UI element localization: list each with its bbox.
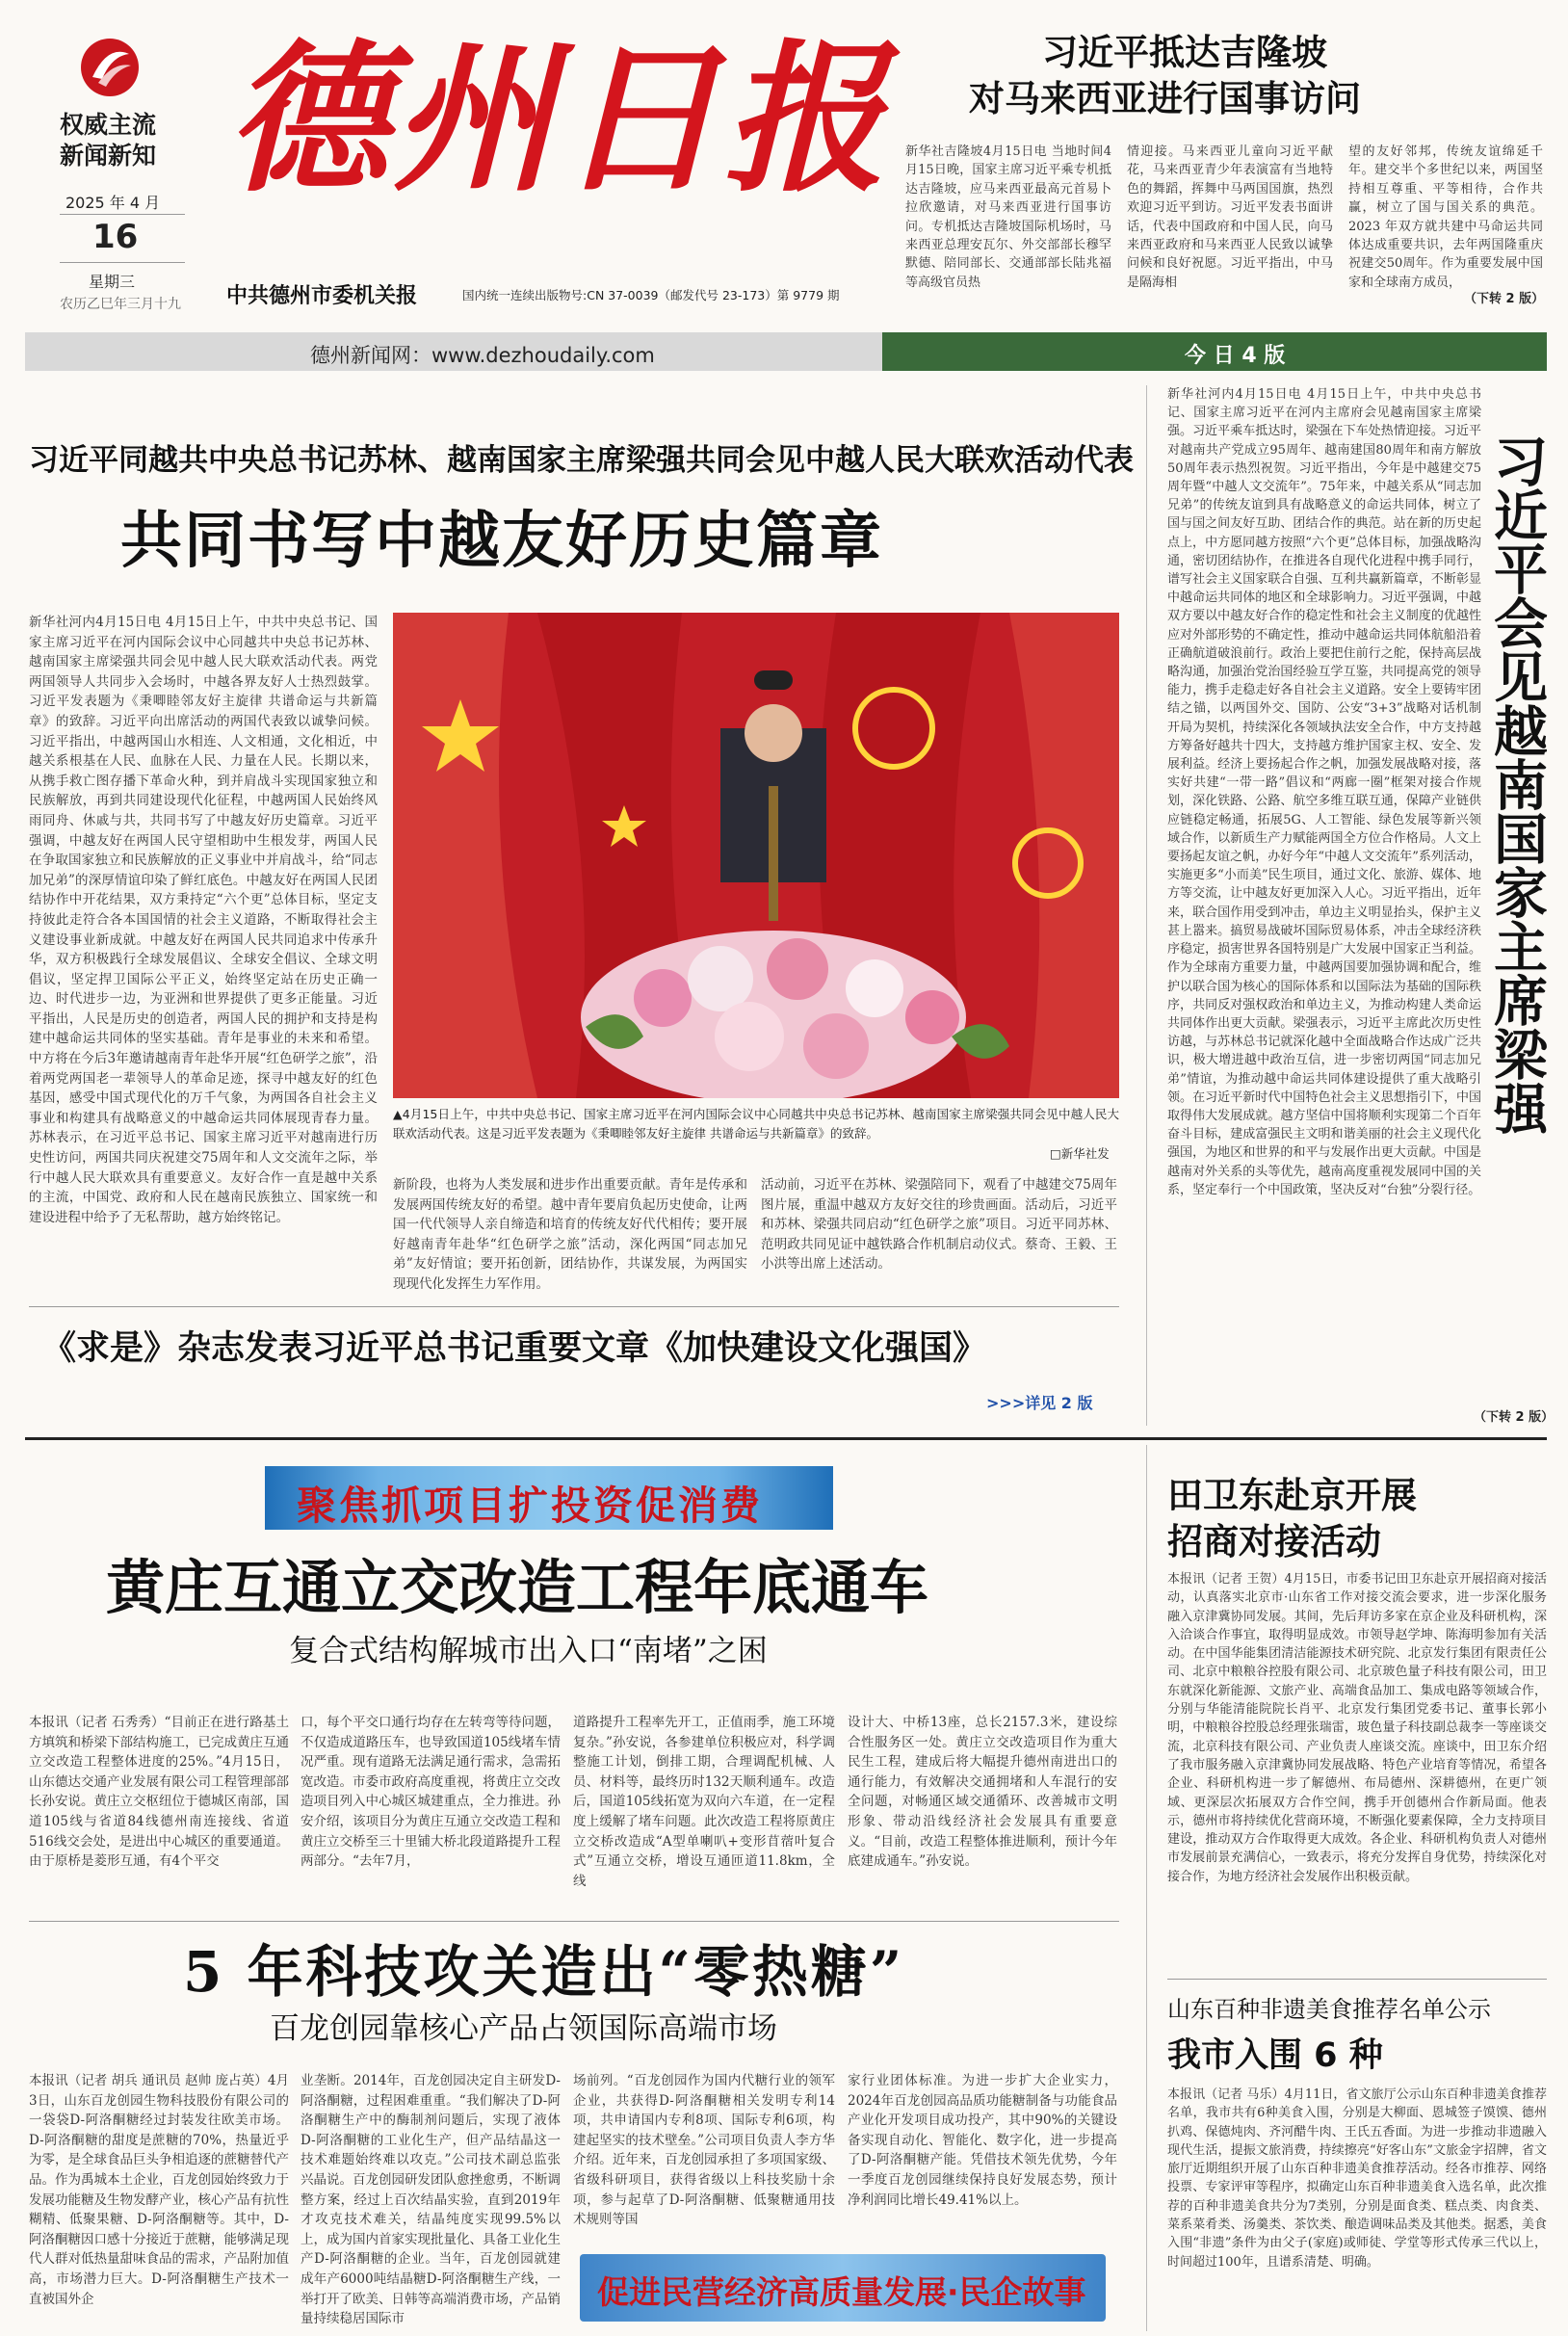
tech-headline: 5 年科技攻关造出“零热糖” xyxy=(183,1939,905,2005)
masthead xyxy=(0,0,1568,368)
qiushi-headline: 《求是》杂志发表习近平总书记重要文章《加快建设文化强国》 xyxy=(42,1328,987,1368)
tian-headline-2: 招商对接活动 xyxy=(1167,1521,1381,1562)
top-story-col-3: 望的友好邻邦，传统友谊绵延千年。建交半个多世纪以来，两国坚持相互尊重、平等相待，合作共赢，树立了国与国关系的典范。2023 年双方就共建中马命运共同体达成重要共识，去年两国隆重庆祝建交50周年。作为重要发展中国家和全球南方成员， xyxy=(1348,144,1543,289)
right-story-body: 新华社河内4月15日电 4月15日上午，中共中央总书记、国家主席习近平在河内主席府会见越南国家主席梁强。习近平乘车抵达时，梁强在下车处热情迎接。习近平对越南共产党成立95周年、越南建国80周年和南方解放50周年表示热烈祝贺。习近平指出，今年是中越建交75周年暨“中越人文交流年”。75年来，中越关系从“同志加兄弟”的传统友谊到具有战略意义的命运共同体，树立了国与国之间友好互助、团结合作的典范。站在新的历史起点上，中方愿同越方按照“六个更”总体目标，加强战略沟通，密切团结协作，在推进各自现代化进程中携手同行，谱写社会主义国家联合自强、互利共赢新篇章，不断彰显中越命运共同体的地区和全球影响力。习近平强调，中越双方要以中越友好合作的稳定性和社会主义制度的优越性应对外部形势的不确定性，推动中越命运共同体航船沿着正确航道破浪前行。政治上要把住前行之舵，保持高层战略沟通，加强治党治国经验互学互鉴，共同提高党的领导能力，携手走稳走好各自社会主义道路。安全上要铸牢团结之锚，以两国外交、国防、公安“3+3”战略对话机制开局为契机，持续深化各领域执法安全合作，中方支持越方筹备好越共十四大，支持越方维护国家主权、安全、发展利益。经济上要扬起合作之帆，加强发展战略对接，落实好共建“一带一路”倡议和“两廊一圈”框架对接合作规划，深化铁路、公路、航空多维互联互通，保障产业链供应链稳定畅通，拓展5G、人工智能、绿色发展等新兴领域合作，以新质生产力赋能两国全方位合作格局。人文上要扬起友谊之帆，办好今年“中越人文交流年”系列活动，实施更多“小而美”民生项目，通过文化、旅游、媒体、地方等交流，让中越友好更加深入人心。习近平指出，近年来，联合国作用受到冲击，单边主义明显抬头，保护主义甚上嚣来。搞贸易战破坏国际贸易体系，冲击全球经济秩序稳定，损害世界各国特别是广大发展中国家正当利益。作为全球南方重要力量，中越两国要加强协调和配合，维护以联合国为核心的国际体系和以国际法为基础的国际秩序，共同反对强权政治和单边主义，为推动构建人类命运共同体作出更大贡献。梁强表示，习近平主席此次历史性访越，与苏林总书记就深化越中全面战略合作达成广泛共识，极大增进越中政治互信，进一步密切两国“同志加兄弟”情谊，为推动越中命运共同体建设提供了重大战略引领。在习近平新时代中国特色社会主义思想指引下，中国取得伟大发展成就。越方坚信中国将顺利实现第二个百年奋斗目标，建成富强民主文明和谐美丽的社会主义现代化强国，为地区和世界的和平与发展作出更大贡献。中国是越南对外关系的头等优先，越南高度重视发展同中国的关系，坚定奉行一个中国政策，坚决反对“台独”分裂行径。 xyxy=(1167,387,1481,1197)
tech-col-1: 本报讯（记者 胡兵 通讯员 赵帅 庞占英）4月3日，山东百龙创园生物科技股份有限公司的一袋袋D-阿洛酮糖经过封装发往欧美市场。D-阿洛酮糖的甜度是蔗糖的70%，热量近乎为零，是全球食品巨头争相追逐的蔗糖替代产品。作为禹城本土企业，百龙创园始终致力于发展功能糖及生物发酵产业，核心产品有抗性糊精、低聚果糖、D-阿洛酮糖等。其中，D-阿洛酮糖因口感十分接近于蔗糖，能够满足现代人群对低热量甜味食品的需求，产品附加值高，市场潜力巨大。D-阿洛酮糖生产技术一直被国外企 xyxy=(29,2073,289,2307)
lead-headline: 共同书写中越友好历史篇章 xyxy=(120,506,883,577)
food-kicker: 山东百种非遗美食推荐名单公示 xyxy=(1167,1996,1491,2023)
right-story-title: 习近平会见越南国家主席梁强 xyxy=(1485,433,1548,1135)
food-headline: 我市入围 6 种 xyxy=(1167,2036,1383,2075)
lead-kicker: 习近平同越共中央总书记苏林、越南国家主席梁强共同会见中越人民大联欢活动代表 xyxy=(29,443,1134,478)
top-story-more: （下转 2 版） xyxy=(1464,292,1545,306)
top-story-col-1: 新华社吉隆坡4月15日电 当地时间4月15日晚，国家主席习近平乘专机抵达吉隆坡，应马来西亚最高元首易卜拉欣邀请，对马来西亚进行国事访问。专机抵达吉隆坡国际机场时，马来西亚总理安瓦尔、外交部部长穆罕默德、陪同部长、交通部部长陆兆福等高级官员热 xyxy=(905,144,1111,290)
tech-col-4: 家行业团体标准。为进一步扩大企业实力，2024年百龙创园高品质功能糖制备与功能食品产业化开发项目成功投产，其中90%的关键设备实现自动化、智能化、数字化，进一步提高了D-阿洛酮糖产能。凭借技术领先优势，今年一季度百龙创园继续保持良好发展态势，预计净利润同比增长49.41%以上。 xyxy=(848,2073,1117,2208)
private-economy-banner-text: 促进民营经济高质量发展·民企故事 xyxy=(597,2273,1086,2311)
tech-subheadline: 百龙创园靠核心产品占领国际高端市场 xyxy=(270,2011,777,2046)
lead-col-2: 新阶段，也将为人类发展和进步作出重要贡献。青年是传承和发展两国传统友好的希望。越中青年要肩负起历史使命，让两国一代代领导人亲自缔造和培育的传统友好代代相传；要开展好越南青年赴华“红色研学之旅”活动，深化两国“同志加兄弟”友好情谊；要开拓创新，团结协作，共谋发展，为两国实现现代化发挥生力军作用。 xyxy=(393,1177,747,1291)
slogan-line-1: 权威主流 xyxy=(60,111,157,139)
traffic-col-3: 道路提升工程率先开工，正值雨季，施工环境复杂。”孙安说，各参建单位积极应对，科学调整施工计划，倒排工期，合理调配机械、人员、材料等，最终历时132天顺利通车。改造后，国道105线拓宽为双向六车道，在一定程度上缓解了堵车问题。此次改造工程将原黄庄立交桥改造成“A型单喇叭+变形苜蓿叶复合式”互通立交桥，增设互通匝道11.8km，全线 xyxy=(573,1715,835,1889)
website-link[interactable]: 德州新闻网：www.dezhoudaily.com xyxy=(310,344,655,367)
tech-col-3: 场前列。“百龙创园作为国内代糖行业的领军企业，共获得D-阿洛酮糖相关发明专利14项，共申请国内专利8项、国际专利6项，构建起坚实的技术壁垒。”公司项目负责人李方华介绍。近年来，百龙创园承担了多项国家级、省级科研项目，获得省级以上科技奖励十余项，参与起草了D-阿洛酮糖、低聚糖通用技术规则等国 xyxy=(573,2073,835,2228)
pages-count: 今 日 4 版 xyxy=(1185,344,1286,368)
issue-info: 国内统一连续出版物号:CN 37-0039（邮发代号 23-173）第 9779 期 xyxy=(462,288,840,302)
traffic-col-4: 设计大、中桥13座，总长2157.3米，建设综合性服务区一处。黄庄立交改造项目作为重大民生工程，建成后将大幅提升德州南进出口的通行能力，有效解决交通拥堵和人车混行的安全问题，对畅通区域交通循环、改善城市文明形象、带动沿线经济社会发展具有重要意义。“目前，改造工程整体推进顺利，预计今年底建成通车。”孙安说。 xyxy=(848,1715,1117,1870)
top-story-title-1: 习近平抵达吉隆坡 xyxy=(1042,32,1327,73)
traffic-headline: 黄庄互通立交改造工程年底通车 xyxy=(106,1554,929,1622)
right-story-more: （下转 2 版） xyxy=(1474,1410,1555,1425)
lead-photo xyxy=(393,613,1119,1098)
photo-caption: ▲4月15日上午，中共中央总书记、国家主席习近平在河内国际会议中心同越共中央总书记苏林、越南国家主席梁强共同会见中越人民大联欢活动代表。这是习近平发表题为《秉唧睦邻友好主旋律 共谱命运与共新篇章》的致辞。 xyxy=(393,1107,1119,1141)
date-day: 16 xyxy=(92,218,139,256)
photo-scene-icon xyxy=(393,613,1119,1098)
slogan-line-2: 新闻新知 xyxy=(60,142,157,170)
top-story-col-2: 情迎接。马来西亚儿童向习近平献花，马来西亚青少年表演富有当地特色的舞蹈，挥舞中马两国国旗，热烈欢迎习近平到访。习近平发表书面讲话，代表中国政府和中国人民，向马来西亚政府和马来西亚人民致以诚挚问候和良好祝愿。习近平指出，中马是隔海相 xyxy=(1127,144,1333,290)
photo-credit: □新华社发 xyxy=(1050,1146,1110,1161)
lead-col-1: 新华社河内4月15日电 4月15日上午，中共中央总书记、国家主席习近平在河内国际会议中心同越共中央总书记苏林、越南国家主席梁强共同会见中越人民大联欢活动代表。两党两国领导人共同步入会场时，中越各界友好人士热烈鼓掌。习近平发表题为《秉唧睦邻友好主旋律 共谱命运与共新篇章》的致辞。习近平向出席活动的两国代表致以诚挚问候。习近平指出，中越两国山水相连、人文相通，文化相近，中越关系根基在人民、血脉在人民、力量在人民。长期以来，从携手救亡图存播下革命火种，到并肩战斗实现国家独立和民族解放，再到共同建设现代化征程，中越两国人民始终风雨同舟、休戚与共，共同书写了中越友好历史篇章。习近平强调，中越友好在两国人民守望相助中生根发芽，两国人民在争取国家独立和民族解放的正义事业中并肩战斗，给“同志加兄弟”的深厚情谊印染了鲜红底色。中越友好在两国人民团结协作中开花结果，双方秉持定“六个更”总体目标，坚定支持彼此走符合各本国国情的社会主义道路，不断取得社会主义建设事业新成就。中越友好在两国人民共同追求中传承升华，双方积极践行全球发展倡议、全球安全倡议、全球文明倡议，坚定捍卫国际公平正义，始终坚定站在历史正确一边、时代进步一边，为亚洲和世界提供了更多正能量。习近平指出，人民是历史的创造者，两国人民的拥护和支持是构建中越命运共同体的坚实基础。青年是事业的未来和希望。中方将在今后3年邀请越南青年赴华开展“红色研学之旅”，沿着两党两国老一辈领导人的革命足迹，探寻中越友好的红色基因，感受中国式现代化的万千气象，为两国各自社会主义事业和构建具有战略意义的中越命运共同体展现青春力量。苏林表示，在习近平总书记、国家主席习近平对越南进行历史性访问，两国共同庆祝建交75周年和人文交流年之际，举行中越人民大联欢具有重要意义。友好合作一直是越中关系的主流，中国党、政府和人民在越南民族独立、国家统一和建设进程中给予了无私帮助，越方始终铭记。 xyxy=(29,615,378,1225)
date-year-month: 2025 年 4 月 xyxy=(65,194,161,212)
paper-name: 德州日报 xyxy=(226,23,889,214)
traffic-col-2: 口，每个平交口通行均存在左转弯等待问题，不仅造成道路压车，也导致国道105线堵车情况严重。现有道路无法满足通行需求，急需拓宽改造。市委市政府高度重视，将黄庄立交改造项目列入中心城区城建重点，全力推进。孙安介绍，该项目分为黄庄互通立交改造工程和黄庄立交桥至三十里铺大桥北段道路提升工程两部分。“去年7月， xyxy=(301,1715,561,1870)
lunar-date: 农历乙巳年三月十九 xyxy=(60,297,181,312)
tech-col-2: 业垄断。2014年，百龙创园决定自主研发D-阿洛酮糖，过程困难重重。“我们解决了D-阿洛酮糖生产中的酶制剂问题后，实现了液体D-阿洛酮糖的工业化生产，但产品结晶这一技术难题始终难以攻克。”公司技术副总监张兴晶说。百龙创园研发团队愈挫愈勇，不断调整方案，经过上百次结晶实验，直到2019年才攻克技术难关，结晶纯度实现99.5%以上，成为国内首家实现批量化、具备工业化生产D-阿洛酮糖的企业。当年，百龙创园就建成年产6000吨结晶糖D-阿洛酮糖生产线，一举打开了欧美、日韩等高端消费市场，产品销量持续稳居国际市 xyxy=(301,2073,561,2327)
tian-headline-1: 田卫东赴京开展 xyxy=(1167,1475,1417,1516)
tian-body: 本报讯（记者 王贺）4月15日，市委书记田卫东赴京开展招商对接活动，认真落实北京市·山东省工作对接交流会要求，进一步深化服务融入京津冀协同发展。其间，先后拜访多家在京企业及科研机构，深入洽谈合作事宜，取得明显成效。市领导赵学坤、陈海明参加有关活动。在中国华能集团清洁能源技术研究院、北京发行集团有限责任公司、北京中粮粮谷控股有限公司、北京玻色量子科技有限公司，田卫东就深化新能源、文旅产业、高端食品加工、集成电路等领域合作，分别与华能清能院院长肖平、北京发行集团党委书记、董事长郭小明，中粮粮谷控股总经理张瑞雷，玻色量子科技副总裁李一等座谈交流，北京科技有限公司、产业负责人座谈交流。座谈中，田卫东介绍了我市服务融入京津冀协同发展战略、特色产业培育等情况，希望各企业、科研机构进一步了解德州、布局德州、深耕德州，在更广领域、更深层次拓展双方合作空间，携手开创德州合作新局面。他表示，德州市将持续优化营商环境，不断强化要素保障，全力支持项目建设，推动双方合作取得更大成效。各企业、科研机构负责人对德州市发展前景充满信心，一致表示，将充分发挥自身优势，持续深化对接合作，为地方经济社会发展作出积极贡献。 xyxy=(1167,1572,1547,1884)
weekday: 星期三 xyxy=(89,273,136,291)
lead-col-3: 活动前，习近平在苏林、梁强陪同下，观看了中越建交75周年图片展，重温中越双方友好交往的珍贵画面。活动后，习近平和苏林、梁强共同启动“红色研学之旅”项目。习近平同苏林、范明政共同见证中越铁路合作机制启动仪式。蔡奇、王毅、王小洪等出席上述活动。 xyxy=(761,1177,1117,1273)
focus-banner-text: 聚焦抓项目扩投资促消费 xyxy=(297,1483,763,1529)
top-story-title-2: 对马来西亚进行国事访问 xyxy=(969,78,1361,119)
traffic-subheadline: 复合式结构解城市出入口“南堵”之困 xyxy=(289,1634,768,1668)
party-organ-line: 中共德州市委机关报 xyxy=(226,284,418,308)
qiushi-more[interactable]: >>>详见 2 版 xyxy=(986,1394,1093,1412)
newspaper-logo-icon xyxy=(79,37,141,98)
traffic-col-1: 本报讯（记者 石秀秀）“目前正在进行路基土方填筑和桥梁下部结构施工，已完成黄庄互通立交改造工程整体进度的25%。”4月15日，山东德达交通产业发展有限公司工程管理部部长孙安说。黄庄立交枢纽位于德城区南部，国道105线与省道84线德州南连接线、省道516线交会处，是进出中心城区的重要通道。由于原桥是菱形互通，有4个平交 xyxy=(29,1715,289,1870)
food-body: 本报讯（记者 马乐）4月11日，省文旅厅公示山东百种非遗美食推荐名单，我市共有6种美食入围，分别是大柳面、恩城签子馍馍、德州扒鸡、保德炖肉、齐河醋牛肉、王氏五香面。为进一步推动非遗融入现代生活，提振文旅消费，持续擦亮“好客山东”文旅金字招牌，省文旅厅近期组织开展了山东百种非遗美食推荐活动。经各市推荐、网络投票、专家评审等程序，拟确定山东百种非遗美食入选名单，此次推荐的百种非遗美食共分为7类别，分别是面食类、糕点类、肉食类、菜系菜肴类、汤羹类、茶饮类、酿造调味品类及其他类。据悉，美食入围“非遗”条件为由父子(家庭)或师徒、学堂等形式传承三代以上，时间超过100年，且谱系清楚、明确。 xyxy=(1167,2087,1547,2270)
